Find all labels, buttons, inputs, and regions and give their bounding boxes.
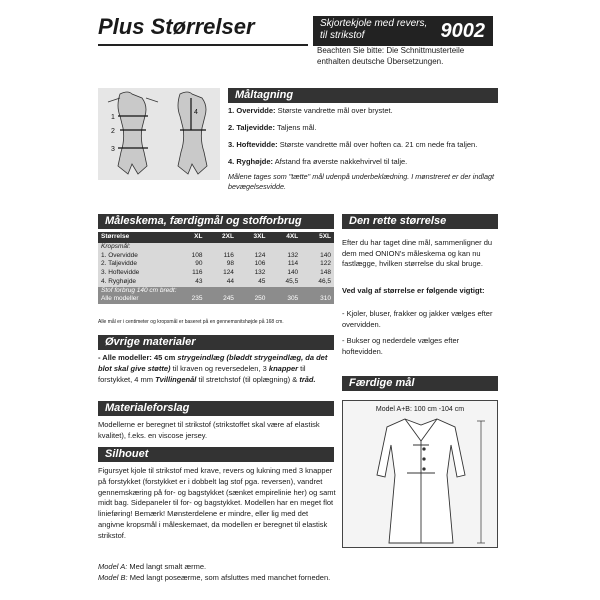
figure-number-4: 4	[194, 109, 198, 116]
page-title: Plus Størrelser	[98, 14, 255, 39]
column-header: 5XL	[301, 232, 334, 243]
maaltagning-note: Målene tages som "tætte" mål udenpå underbeklædning. I mønstreret er der indlagt bevægelsesvidde.	[228, 172, 494, 191]
length-dimension-line	[477, 421, 485, 543]
column-header: 2XL	[205, 232, 236, 243]
list-item: Model B: Med langt poseærme, som afsluttes med manchet forneden.	[98, 572, 331, 582]
list-item: - Kjoler, bluser, frakker og jakker vælges efter overvidden.	[342, 309, 493, 329]
column-header: 3XL	[237, 232, 268, 243]
faerdige-heading: Færdige mål	[342, 376, 498, 391]
finished-length-label: Model A+B: 100 cm -104 cm	[375, 406, 465, 413]
table-row: Alle modeller 235 245 250 305 310	[98, 295, 334, 304]
table-row: 4. Ryghøjde 43 44 45 45,5 46,5	[98, 278, 334, 287]
ovrige-text: - Alle modeller: 45 cm strygeindlæg (bløddt strygeindlæg, da det blot skal give støtte) til kraven og reversedelen, 3 knapper til forstykket, 4 mm Tvillingenål til stretchstof (til oplægning) & tråd.	[98, 353, 328, 384]
finished-garment-box	[342, 400, 498, 548]
maal-item: 1. Overvidde: Største vandrette mål over brystet.	[228, 106, 393, 115]
list-item: - Bukser og nederdele vælges efter hoftevidden.	[342, 336, 460, 356]
materiale-text: Modellerne er beregnet til strikstof (strikstoffet skal være af elastisk kvalitet), f.eks. en viscose jersey.	[98, 420, 320, 440]
maaltagning-heading: Måltagning	[228, 88, 498, 103]
table-section-row: Kropsmål:	[98, 243, 334, 252]
maal-item: 4. Ryghøjde: Afstand fra øverste nakkehvirvel til talje.	[228, 157, 408, 166]
figure-number-3: 3	[111, 146, 115, 153]
table-header-row	[98, 232, 334, 243]
maal-item: 2. Taljevidde: Taljens mål.	[228, 123, 317, 132]
table-row: 1. Overvidde 108 116 124 132 140	[98, 252, 334, 261]
silhouet-heading: Silhouet	[98, 447, 334, 462]
rette-list	[342, 309, 502, 363]
silhouet-text: Figursyet kjole til strikstof med krave, revers og lukning med 3 knapper på forstykket (forstykket er i dobbelt lag stof pga. reversen), vandret gennemskæring på for- og bagstykket (sænket empirelinie her) og samt midt bag. Sidepaneler til for- og bagstykket. Modellen har en meget flot linieføring! Bemærk! Mønsterdelene er mindre, eller lig med det angivne kropsmål i måleskemaet, da modellen er beregnet til elastisk strikstof.	[98, 466, 336, 540]
size-table	[98, 232, 334, 304]
table-row: 2. Taljevidde 90 98 106 114 122	[98, 260, 334, 269]
rette-bold: Ved valg af størrelse er følgende vigtigt:	[342, 286, 485, 295]
column-header: 4XL	[268, 232, 301, 243]
models-list	[98, 562, 338, 583]
maal-item: 3. Hoftevidde: Største vandrette mål over hoften ca. 21 cm nede fra taljen.	[228, 140, 478, 149]
table-row: 3. Hoftevidde 116 124 132 140 148	[98, 269, 334, 278]
maaltagning-list	[228, 106, 498, 174]
dress-illustration	[343, 415, 499, 547]
figure-number-1: 1	[111, 114, 115, 121]
maaleskema-heading: Måleskema, færdigmål og stofforbrug	[98, 214, 334, 229]
rette-text: Efter du har taget dine mål, sammenligner du dem med ONION's måleskema og kan nu fastlægge, hvilken størrelse du skal bruge.	[342, 238, 493, 268]
pattern-subtitle: Skjortekjole med revers, til strikstof	[320, 18, 428, 41]
column-header: Størrelse	[98, 232, 176, 243]
pattern-code-box	[313, 16, 493, 46]
rette-heading: Den rette størrelse	[342, 214, 498, 229]
title-rule	[98, 44, 308, 46]
figure-number-2: 2	[111, 128, 115, 135]
materiale-heading: Materialeforslag	[98, 401, 334, 416]
table-note: Alle mål er i centimeter og kropsmål er baseret på en gennemsnitshøjde på 168 cm.	[98, 319, 284, 325]
ovrige-heading: Øvrige materialer	[98, 335, 334, 350]
pattern-number: 9002	[440, 20, 485, 42]
body-measurement-figures	[98, 88, 220, 180]
table-fabric-label-row: Stof forbrug 140 cm bredt:	[98, 287, 334, 296]
list-item: Model A: Med langt smalt ærme.	[98, 562, 207, 571]
column-header: XL	[176, 232, 206, 243]
german-note: Beachten Sie bitte: Die Schnittmusterteile enthalten deutsche Übersetzungen.	[317, 46, 465, 66]
